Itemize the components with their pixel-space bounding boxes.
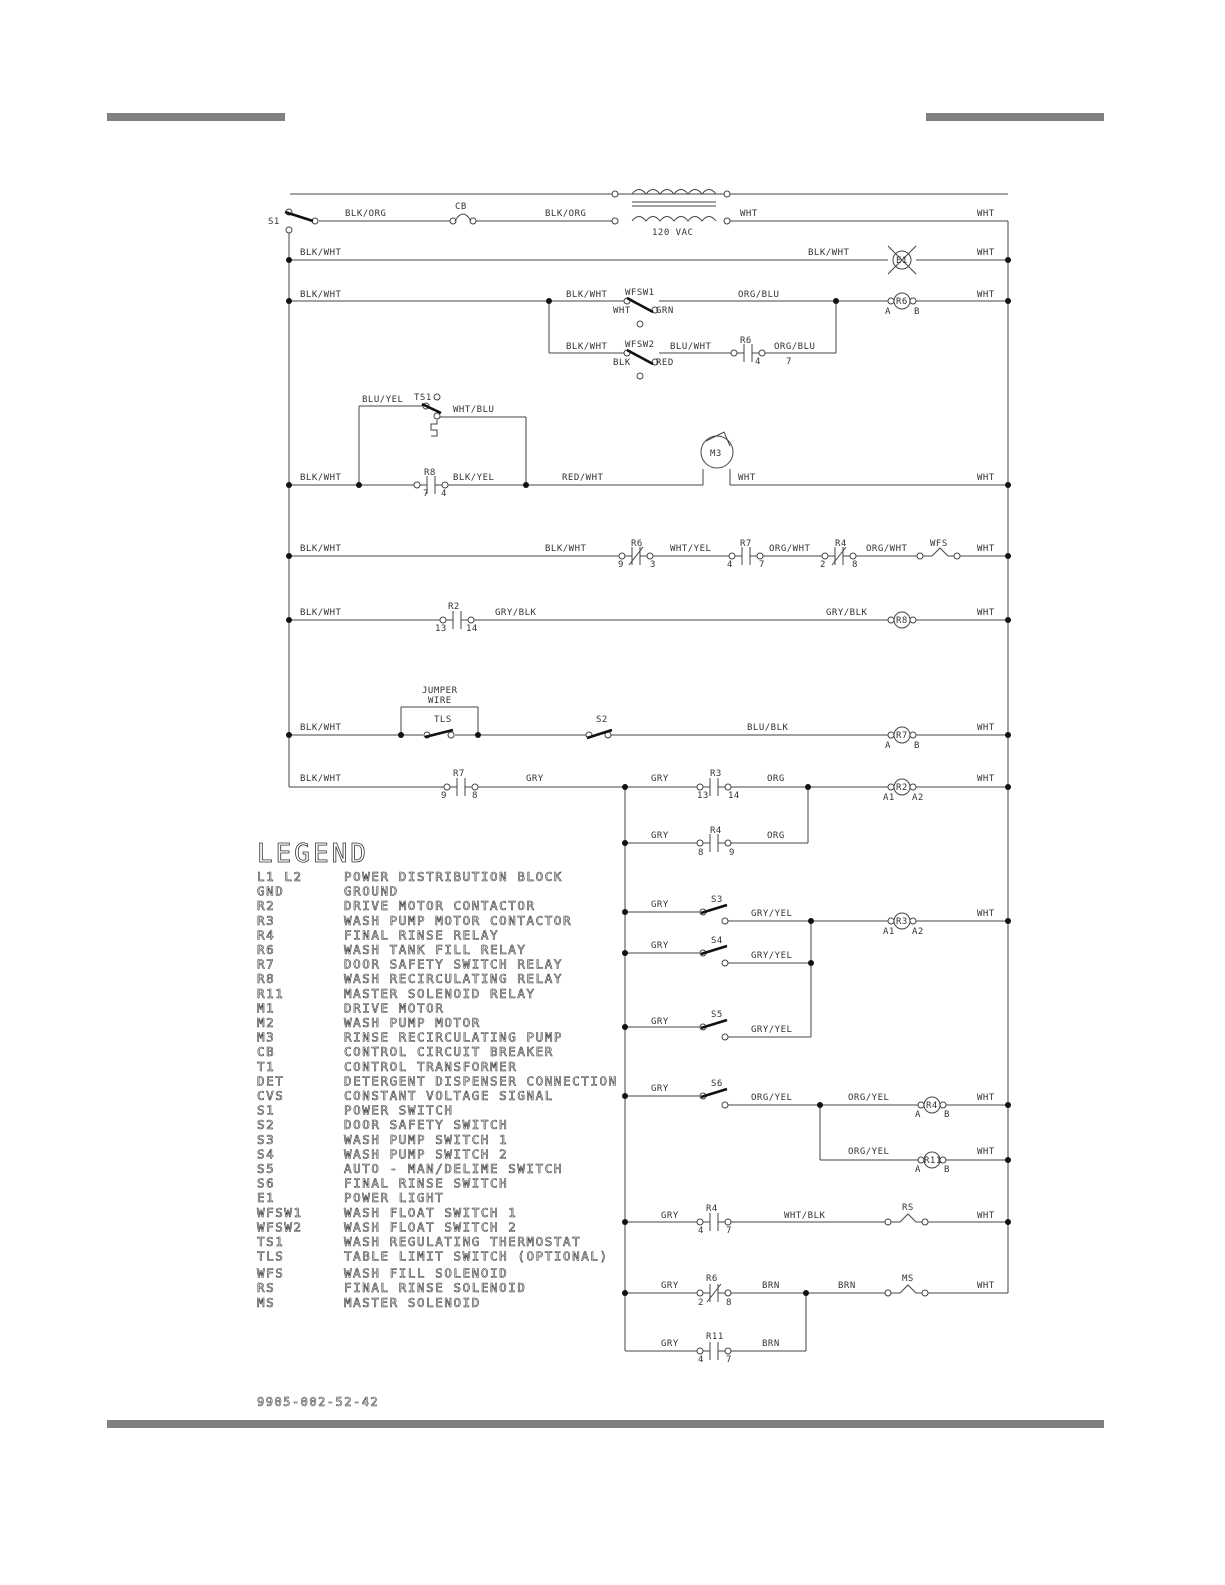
wire-label: BLK/WHT (808, 248, 850, 258)
label-r2-contact: R2 (448, 602, 460, 612)
legend-description: WASH FLOAT SWITCH 1 (344, 1204, 518, 1220)
label-ms: MS (902, 1274, 914, 1284)
legend-description: POWER DISTRIBUTION BLOCK (344, 869, 564, 884)
r4-nc-contact (822, 547, 856, 565)
label-r7-coil: R7 (896, 731, 908, 741)
legend-description: WASH PUMP MOTOR CONTACTOR (344, 912, 573, 928)
wire-label: BLK/WHT (300, 290, 342, 300)
wire-label: WHT (977, 290, 995, 300)
wire-label: ORG/YEL (848, 1093, 890, 1103)
legend-code: R8 (257, 971, 276, 987)
wire-label: WHT/BLU (453, 405, 495, 415)
wire-label: GRY/BLK (495, 608, 537, 618)
label-cb: CB (455, 202, 467, 212)
label-e1: E1 (896, 256, 908, 266)
label-r8-coil: R8 (896, 616, 908, 626)
wire-label: WHT (977, 248, 995, 258)
legend-description: WASH FLOAT SWITCH 2 (344, 1219, 518, 1235)
wire-label: RED/WHT (562, 473, 604, 483)
legend-code: T1 (257, 1058, 276, 1074)
wire-label: BLK/WHT (300, 774, 342, 784)
label-wfsw2: WFSW2 (625, 340, 655, 350)
label-s2: S2 (596, 715, 608, 725)
wire-label: WHT/YEL (670, 544, 712, 554)
legend-description: DRIVE MOTOR (344, 1000, 445, 1016)
terminal-number: 7 (423, 489, 429, 499)
label-r8-contact: R8 (424, 468, 436, 478)
terminal-number: 7 (726, 1355, 732, 1365)
terminal-number: A (885, 307, 891, 317)
legend-code: WFSW1 (257, 1204, 303, 1220)
label-r6-contact: R6 (740, 336, 752, 346)
legend-code: M2 (257, 1015, 276, 1030)
legend-code: S5 (257, 1161, 276, 1176)
wire-label: WHT (977, 1281, 995, 1291)
wire-label: ORG/BLU (774, 342, 816, 352)
legend-code: CB (257, 1044, 276, 1060)
terminal-number: 9 (441, 791, 447, 801)
wire-label: GRY (651, 1084, 669, 1094)
legend-title: LEGEND (257, 839, 369, 869)
terminal-number: 14 (466, 624, 478, 634)
legend-code: M1 (257, 1000, 276, 1016)
terminal-number: 4 (698, 1355, 704, 1365)
terminal-number: A2 (912, 793, 924, 803)
wire-label: BLK/ORG (345, 209, 387, 219)
terminal-number: 2 (698, 1298, 704, 1308)
legend-code: WFS (257, 1265, 285, 1281)
label-r3-coil: R3 (896, 917, 908, 927)
legend-code: S4 (257, 1146, 276, 1162)
r6-nc-contact (619, 547, 653, 565)
terminal-number: A1 (883, 793, 895, 803)
legend-description: CONSTANT VOLTAGE SIGNAL (344, 1088, 554, 1103)
wire-label: WHT (977, 1147, 995, 1157)
terminal-number: 2 (820, 560, 826, 570)
legend-code: M3 (257, 1029, 276, 1045)
wire-label: GRY (651, 941, 669, 951)
label-r2-coil: R2 (896, 783, 908, 793)
legend-code: TS1 (257, 1234, 285, 1249)
wire-label: BLU/WHT (670, 342, 712, 352)
label-r7-contact-2: R7 (453, 769, 465, 779)
wire-label: ORG (767, 774, 785, 784)
legend-code: R4 (257, 927, 276, 943)
legend-description: GROUND (344, 883, 399, 899)
legend-code: GND (257, 883, 285, 899)
legend-description: TABLE LIMIT SWITCH (OPTIONAL) (344, 1248, 609, 1264)
legend-description: DRIVE MOTOR CONTACTOR (344, 898, 536, 914)
terminal-number: 3 (650, 560, 656, 570)
wire-label: GRY/YEL (751, 909, 793, 919)
label-s1: S1 (268, 217, 280, 227)
terminal-number: B (944, 1110, 950, 1120)
terminal-number: A (915, 1165, 921, 1175)
label-jumper-1: JUMPER (422, 686, 458, 696)
legend-code: R6 (257, 942, 276, 957)
wire-label: BLK/WHT (566, 342, 608, 352)
wire-label: ORG/YEL (848, 1147, 890, 1157)
terminal-number: 13 (697, 791, 709, 801)
legend-description: FINAL RINSE SWITCH (344, 1175, 509, 1191)
wire-label: BLK/WHT (545, 544, 587, 554)
label-r4-nc: R4 (835, 539, 847, 549)
wire-label: GRY (651, 900, 669, 910)
label-r7-contact: R7 (740, 539, 752, 549)
r7-contact (729, 547, 763, 565)
wire-label: ORG/BLU (738, 290, 780, 300)
wire-label: BLK/WHT (300, 473, 342, 483)
terminal-number: 8 (852, 560, 858, 570)
wire-label: BRN (838, 1281, 856, 1291)
label-s4: S4 (711, 936, 723, 946)
label-r11-coil: R11 (924, 1156, 942, 1166)
label-r4-contact-2: R4 (706, 1204, 718, 1214)
legend-description: RINSE RECIRCULATING PUMP (344, 1029, 564, 1045)
wire-label: BLK/WHT (300, 723, 342, 733)
wire-label: WHT (740, 209, 758, 219)
legend-description: MASTER SOLENOID RELAY (344, 985, 536, 1001)
legend-description: WASH TANK FILL RELAY (344, 942, 527, 957)
terminal-number: 4 (727, 560, 733, 570)
terminal-number: 8 (472, 791, 478, 801)
label-r11-contact: R11 (706, 1332, 724, 1342)
legend-code: S3 (257, 1131, 276, 1147)
legend-code: R11 (257, 985, 285, 1001)
wire-label: WHT (738, 473, 756, 483)
wire-label: WHT (977, 473, 995, 483)
terminal-number: B (914, 741, 920, 751)
legend-code: R2 (257, 898, 276, 914)
legend-description: WASH RECIRCULATING RELAY (344, 971, 564, 987)
wire-label: GRY (661, 1339, 679, 1349)
legend-code: S6 (257, 1175, 276, 1191)
label-transformer: 120 VAC (652, 228, 694, 238)
terminal-number: 14 (728, 791, 740, 801)
legend-description: MASTER SOLENOID (344, 1294, 481, 1310)
label-r6-nc: R6 (631, 539, 643, 549)
label-r4-coil: R4 (926, 1101, 938, 1111)
terminal-number: 4 (441, 489, 447, 499)
wire-label: GRY (651, 1017, 669, 1027)
legend-rows (257, 869, 618, 1310)
legend-code: E1 (257, 1190, 276, 1206)
legend-description: CONTROL CIRCUIT BREAKER (344, 1044, 554, 1060)
terminal-number: 9 (729, 848, 735, 858)
legend-code: WFSW2 (257, 1219, 303, 1235)
label-r3-contact: R3 (710, 769, 722, 779)
drawing-number: 9905-002-52-42 (257, 1395, 380, 1409)
legend-description: WASH PUMP SWITCH 1 (344, 1131, 509, 1147)
label-r4-contact: R4 (710, 826, 722, 836)
label-wfs: WFS (930, 539, 948, 549)
legend-description: AUTO - MAN/DELIME SWITCH (344, 1161, 564, 1176)
legend-description: DOOR SAFETY SWITCH (344, 1117, 509, 1133)
wire-label: WHT/BLK (784, 1211, 826, 1221)
terminal-number: 9 (618, 560, 624, 570)
wire-label: BLK/WHT (300, 544, 342, 554)
legend-description: WASH PUMP SWITCH 2 (344, 1146, 509, 1162)
switch-s1 (285, 209, 318, 233)
label-s3: S3 (711, 895, 723, 905)
legend-description: CONTROL TRANSFORMER (344, 1058, 518, 1074)
legend-code: CVS (257, 1088, 285, 1103)
legend-description: DOOR SAFETY SWITCH RELAY (344, 956, 564, 972)
terminal-number: A (915, 1110, 921, 1120)
terminal-number: 7 (786, 357, 792, 367)
terminal-number: B (944, 1165, 950, 1175)
wire-label: BLU/YEL (362, 395, 404, 405)
terminal-number: 7 (726, 1226, 732, 1236)
solenoid-wfs (917, 548, 960, 559)
label-wfsw1: WFSW1 (625, 288, 655, 298)
wire-label: BLU/BLK (747, 723, 789, 733)
terminal-number: 4 (698, 1226, 704, 1236)
wire-label: GRY (661, 1211, 679, 1221)
wire-label: BLK/ORG (545, 209, 587, 219)
label-r6-coil: R6 (896, 297, 908, 307)
terminal-number: 13 (435, 624, 447, 634)
wire-label: BLK (613, 358, 631, 368)
label-r6-nc-2: R6 (706, 1274, 718, 1284)
wire-label: BLK/YEL (453, 473, 495, 483)
wire-label: GRY (651, 774, 669, 784)
terminal-number: A1 (883, 927, 895, 937)
wire-label: GRY (651, 831, 669, 841)
legend-code: R7 (257, 956, 276, 972)
wire-label: GRY (526, 774, 544, 784)
legend-description: FINAL RINSE SOLENOID (344, 1280, 527, 1296)
terminal-number: 8 (726, 1298, 732, 1308)
wire-label: ORG/WHT (769, 544, 811, 554)
wire-label: ORG/WHT (866, 544, 908, 554)
legend-description: FINAL RINSE RELAY (344, 927, 500, 943)
wire-label: WHT (977, 209, 995, 219)
wire-label: GRY (661, 1281, 679, 1291)
circuit-breaker-cb (450, 214, 476, 224)
wire-label: GRY/BLK (826, 608, 868, 618)
wire-label: BRN (762, 1281, 780, 1291)
wire-label: WHT (977, 774, 995, 784)
wire-label: WHT (977, 1211, 995, 1221)
legend (257, 839, 618, 1310)
legend-description: DETERGENT DISPENSER CONNECTION (344, 1073, 618, 1089)
terminal-number: A2 (912, 927, 924, 937)
wire-label: BLK/WHT (300, 608, 342, 618)
wire-label: WHT (977, 723, 995, 733)
label-s5: S5 (711, 1010, 723, 1020)
door-switch-s2 (586, 730, 612, 738)
legend-description: WASH FILL SOLENOID (344, 1265, 509, 1281)
wire-label: ORG (767, 831, 785, 841)
label-tls: TLS (434, 715, 452, 725)
wire-label: WHT (977, 909, 995, 919)
legend-code: MS (257, 1294, 276, 1310)
legend-code: TLS (257, 1248, 285, 1264)
legend-code: DET (257, 1073, 285, 1089)
legend-description: POWER SWITCH (344, 1102, 454, 1118)
wire-label: GRN (656, 306, 674, 316)
wire-label: WHT (977, 1093, 995, 1103)
wire-label: GRY/YEL (751, 1025, 793, 1035)
label-s6: S6 (711, 1079, 723, 1089)
terminal-number: 8 (698, 848, 704, 858)
table-limit-switch-tls (424, 730, 454, 738)
label-m3: M3 (710, 449, 722, 459)
label-rs: RS (902, 1203, 914, 1213)
terminal-number: B (914, 307, 920, 317)
wire-label: WHT (613, 306, 631, 316)
legend-code: L1 L2 (257, 869, 303, 884)
transformer-t1 (612, 190, 730, 225)
wire-label: WHT (977, 544, 995, 554)
wire-label: BLK/WHT (300, 248, 342, 258)
wire-label: BLK/WHT (566, 290, 608, 300)
terminal-number: A (885, 741, 891, 751)
wire-label: ORG/YEL (751, 1093, 793, 1103)
label-ts1: TS1 (414, 393, 432, 403)
terminal-number: 7 (759, 560, 765, 570)
wire-label: GRY/YEL (751, 951, 793, 961)
legend-code: RS (257, 1280, 276, 1296)
wire-label: RED (656, 358, 674, 368)
legend-code: S1 (257, 1102, 276, 1118)
wire-label: BRN (762, 1339, 780, 1349)
legend-description: POWER LIGHT (344, 1190, 445, 1206)
label-jumper-2: WIRE (428, 696, 452, 706)
legend-code: S2 (257, 1117, 276, 1133)
terminal-number: 4 (755, 357, 761, 367)
legend-code: R3 (257, 912, 276, 928)
legend-description: WASH REGULATING THERMOSTAT (344, 1234, 582, 1249)
legend-description: WASH PUMP MOTOR (344, 1015, 481, 1030)
wire-label: WHT (977, 608, 995, 618)
